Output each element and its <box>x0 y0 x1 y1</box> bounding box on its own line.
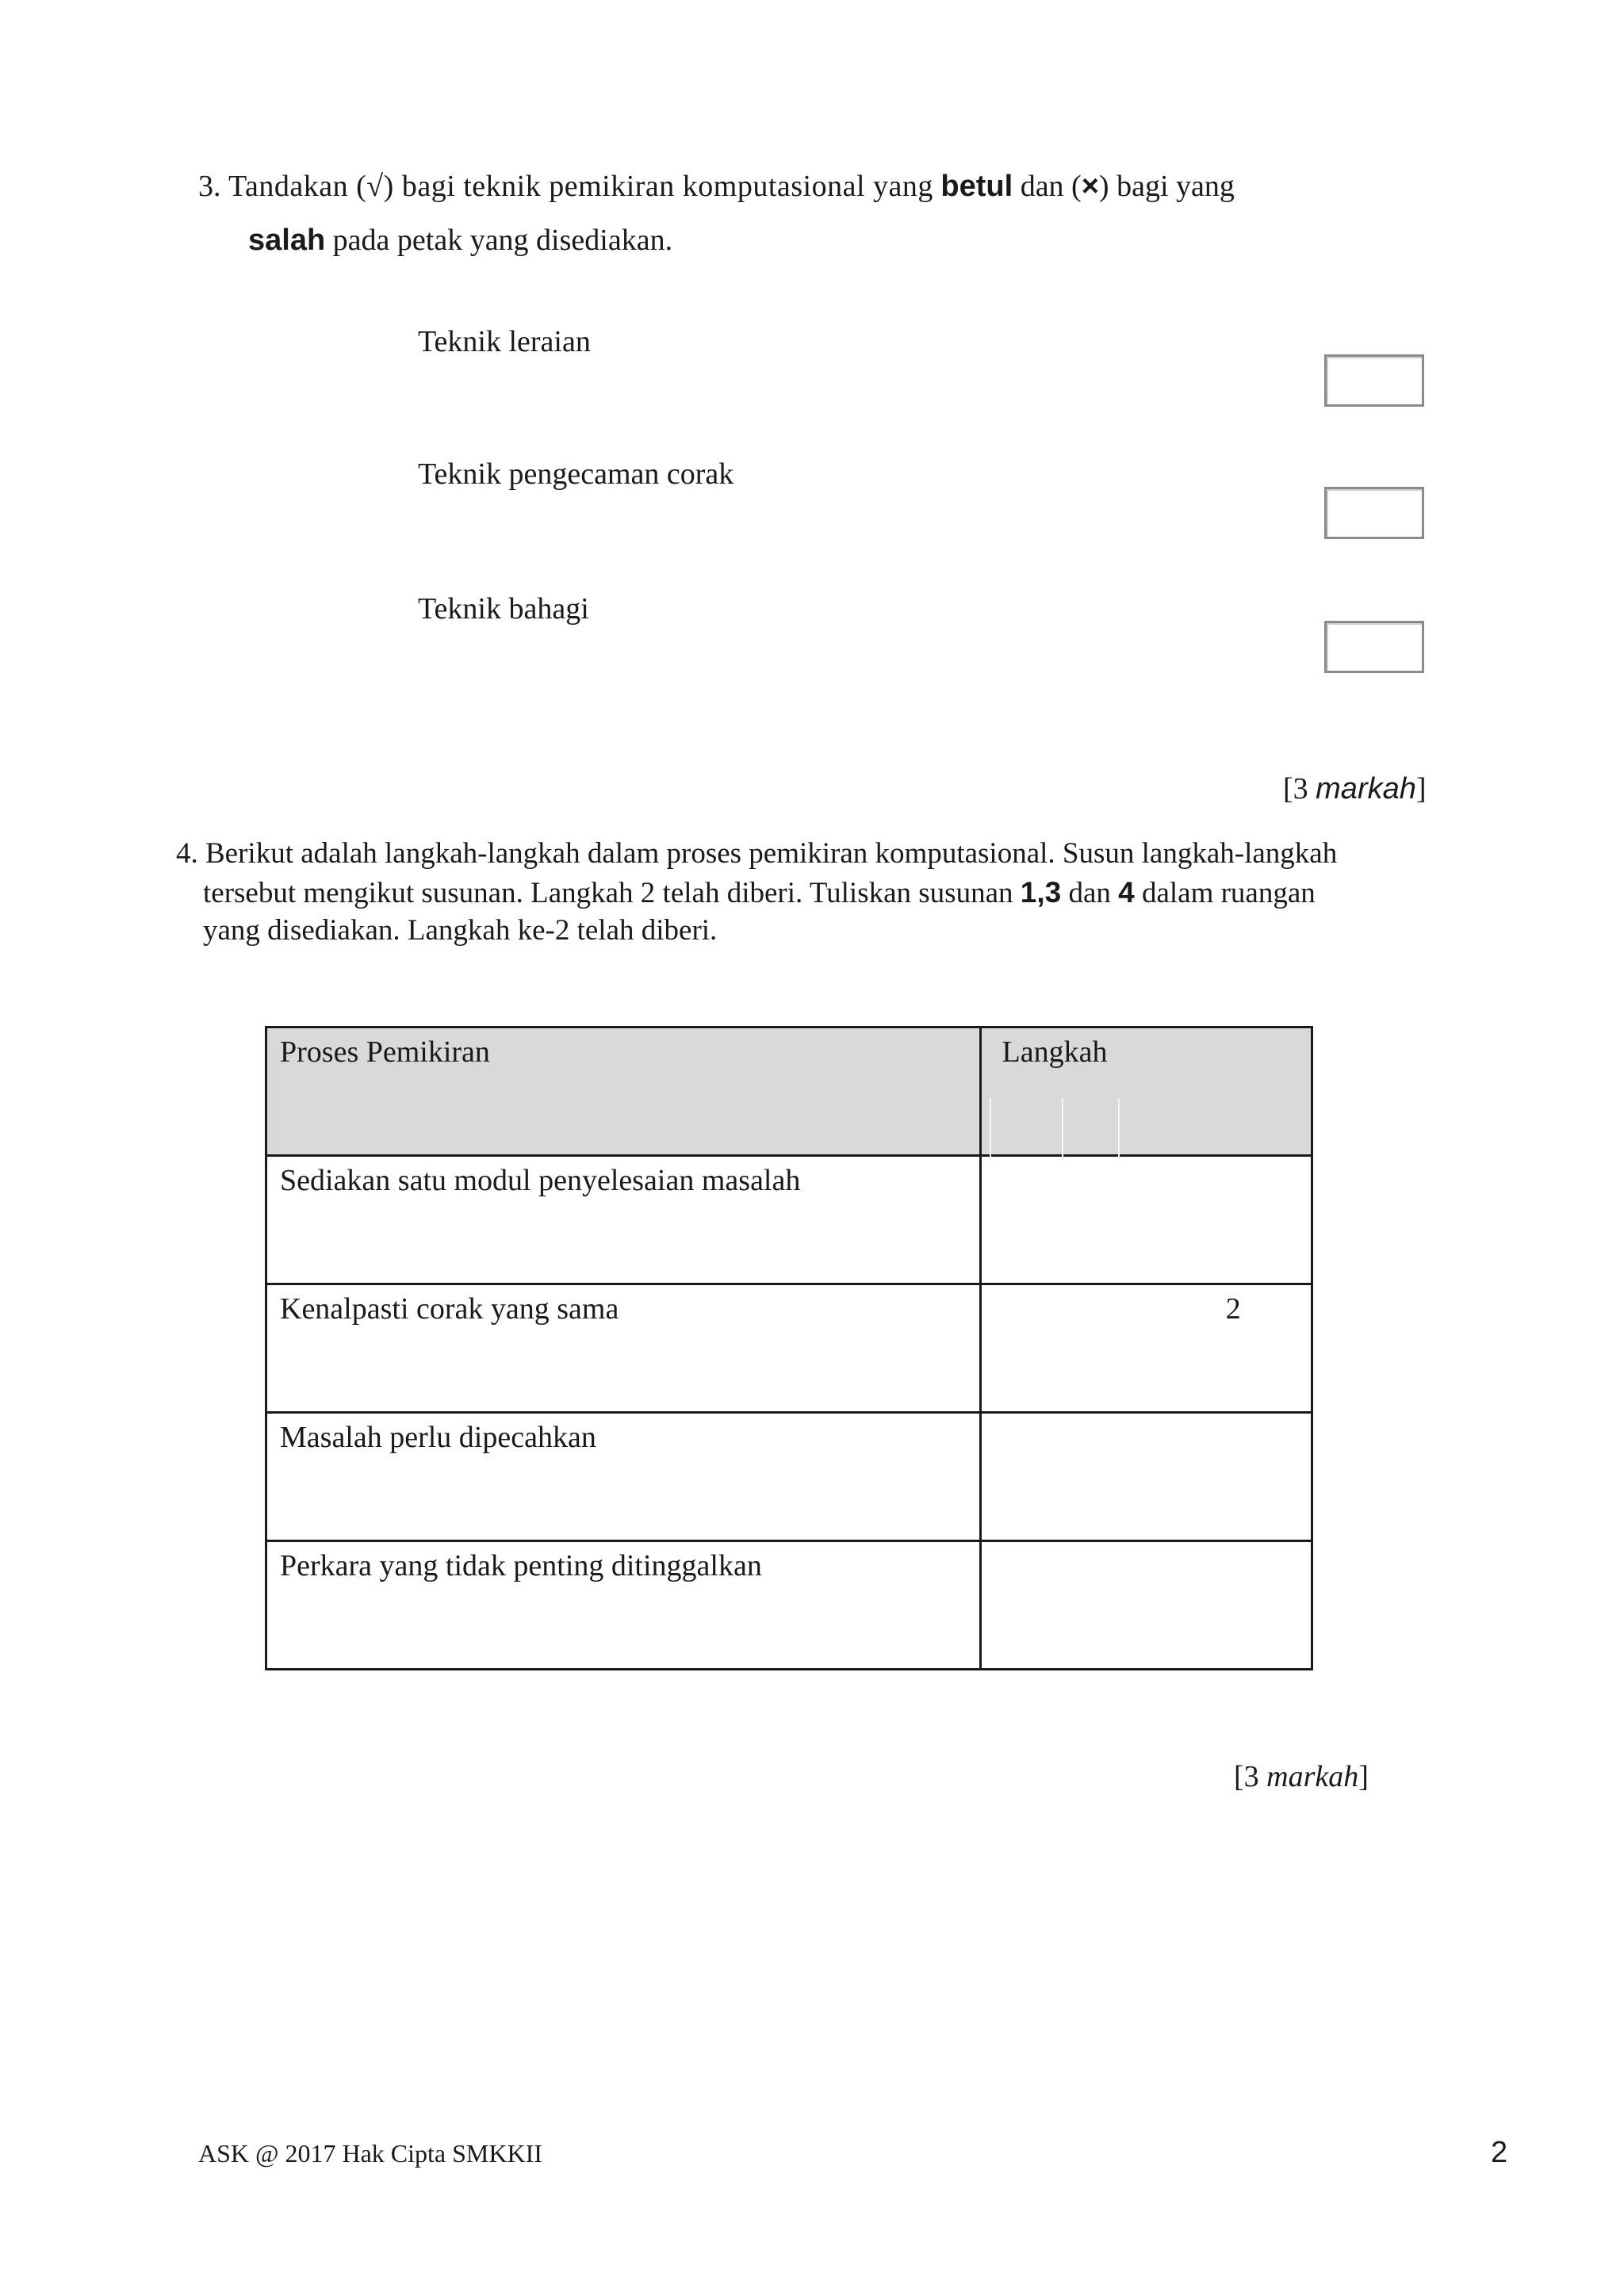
steps-table <box>265 1026 1313 1670</box>
process-cell: Kenalpasti corak yang sama <box>266 1284 981 1413</box>
process-cell: Sediakan satu modul penyelesaian masalah <box>266 1156 981 1284</box>
q3-marks <box>1283 771 1427 809</box>
table-row <box>266 1541 1312 1670</box>
step-answer-cell[interactable] <box>980 1541 1312 1670</box>
q3-instruction-line1 <box>198 168 1235 206</box>
step-value: 2 <box>1225 1292 1241 1326</box>
answer-box-bahagi[interactable] <box>1324 621 1424 673</box>
q3-bold-betul: betul <box>940 170 1013 203</box>
footer-copyright: ASK @ 2017 Hak Cipta SMKKII <box>198 2139 542 2168</box>
q3-number: 3. <box>198 170 221 203</box>
table-row <box>266 1284 1312 1413</box>
technique-label-pengecaman-corak: Teknik pengecaman corak <box>418 457 734 491</box>
q4-text-b: dan <box>1068 877 1111 909</box>
marks-open: [3 <box>1283 772 1316 806</box>
answer-box-leraian[interactable] <box>1324 354 1424 407</box>
q4-instruction-line2 <box>203 874 1316 912</box>
cross-icon: × <box>1081 170 1099 203</box>
q4-text-c: dalam ruangan <box>1141 877 1316 909</box>
process-cell: Perkara yang tidak penting ditinggalkan <box>266 1541 981 1670</box>
marks-close: ] <box>1415 772 1427 806</box>
marks-close: ] <box>1358 1760 1369 1793</box>
header-step-label: Langkah <box>1002 1035 1108 1069</box>
step-answer-cell[interactable] <box>980 1156 1312 1284</box>
header-step <box>980 1027 1312 1156</box>
marks-word: markah <box>1316 772 1416 806</box>
q3-bold-salah: salah <box>248 224 326 257</box>
technique-label-leraian: Teknik leraian <box>418 325 591 358</box>
q3-text-line2: pada petak yang disediakan. <box>332 224 673 257</box>
q3-instruction-line2 <box>248 222 672 260</box>
table-row <box>266 1156 1312 1284</box>
technique-label-bahagi: Teknik bahagi <box>418 592 589 626</box>
table-header-row <box>266 1027 1312 1156</box>
table-row <box>266 1413 1312 1541</box>
q4-marks <box>1234 1758 1369 1797</box>
process-cell: Masalah perlu dipecahkan <box>266 1413 981 1541</box>
page-number: 2 <box>1491 2136 1508 2169</box>
header-process-label: Proses Pemikiran <box>280 1035 490 1069</box>
marks-open: [3 <box>1234 1760 1267 1793</box>
step-answer-cell[interactable] <box>980 1413 1312 1541</box>
q4-instruction-line3: yang disediakan. Langkah ke-2 telah diberi. <box>203 914 718 947</box>
q4-bold-four: 4 <box>1118 876 1135 909</box>
q4-text-a: tersebut mengikut susunan. Langkah 2 telah diberi. Tuliskan susunan <box>203 877 1013 909</box>
header-process <box>266 1027 981 1156</box>
marks-word: markah <box>1266 1760 1359 1793</box>
q3-text-b: dan ( <box>1020 170 1082 203</box>
q3-text-a: Tandakan (√) bagi teknik pemikiran komputasional yang <box>228 170 933 203</box>
answer-box-pengecaman-corak[interactable] <box>1324 487 1424 539</box>
q4-bold-steps: 1,3 <box>1020 876 1062 909</box>
q4-instruction-line1: 4. Berikut adalah langkah-langkah dalam proses pemikiran komputasional. Susun langkah-langkah <box>176 837 1338 870</box>
q3-text-c: ) bagi yang <box>1098 170 1235 203</box>
step-answer-cell <box>980 1284 1312 1413</box>
